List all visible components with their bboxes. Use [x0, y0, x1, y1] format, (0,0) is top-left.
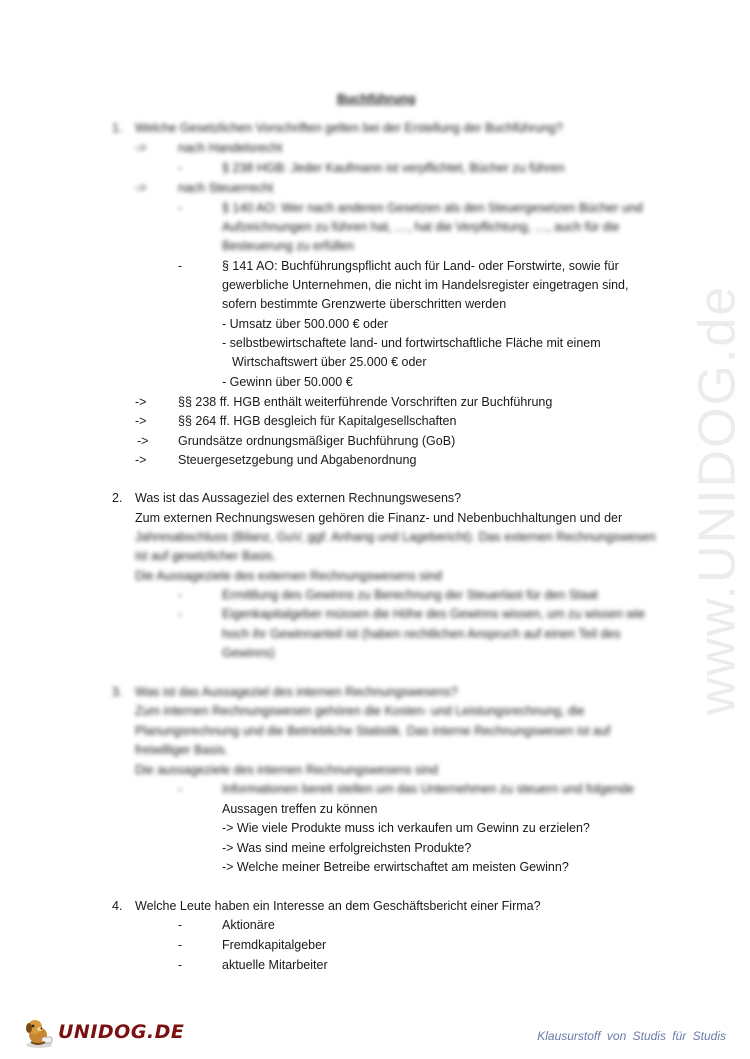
q1-number: 1.: [112, 121, 123, 135]
q1-dash-3: -: [178, 259, 183, 273]
q4-dash-1: -: [178, 918, 183, 932]
q1-ao-141-line-6: Wirtschaftswert über 25.000 € oder: [232, 355, 427, 369]
q1-ao-141-line-4: - Umsatz über 500.000 € oder: [222, 317, 389, 331]
q1-ao-140-line-1: § 140 AO: Wer nach anderen Gesetzen als den Steuergesetzen Bücher und: [222, 201, 643, 215]
q1-dash-2: -: [178, 201, 183, 215]
q3-bullet-line-1: Informationen bereit stellen um das Unternehmen zu steuern und folgende: [222, 782, 635, 796]
q3-line-2: Planungsrechnung und die Betriebliche Statistik. Das interne Rechnungswesen ist auf: [135, 724, 611, 738]
q2-line-3: ist auf gesetzlicher Basis.: [135, 549, 277, 563]
q4-number: 4.: [112, 899, 123, 913]
q1-sub-handelsrecht: nach Handelsrecht: [178, 141, 283, 155]
q3-bullet-line-5: -> Welche meiner Betreibe erwirtschaftet am meisten Gewinn?: [222, 860, 569, 874]
q3-dash-1: -: [178, 782, 183, 796]
q1-item-hgb-264ff: §§ 264 ff. HGB desgleich für Kapitalgesellschaften: [178, 414, 457, 428]
q3-line-4: Die aussageziele des internen Rechnungswesens sind: [135, 763, 438, 777]
logo-text: UNIDOG.DE: [58, 1021, 185, 1043]
q1-arrow-5: ->: [137, 434, 149, 448]
q4-question: Welche Leute haben ein Interesse an dem Geschäftsbericht einer Firma?: [135, 899, 541, 913]
q1-hgb-238: § 238 HGB: Jeder Kaufmann ist verpflichtet, Bücher zu führen: [222, 161, 565, 175]
q1-arrow-1: ->: [135, 141, 147, 155]
q4-dash-2: -: [178, 938, 183, 952]
q3-number: 3.: [112, 685, 123, 699]
q2-bullet-1: Ermittlung des Gewinns zu Berechnung der Steuerlast für den Staat: [222, 588, 598, 602]
q1-ao-141-line-3: sofern bestimmte Grenzwerte überschritten werden: [222, 297, 507, 311]
q2-dash-2: -: [178, 607, 183, 621]
q1-sub-steuerrecht: nach Steuerrecht: [178, 181, 274, 195]
q4-dash-3: -: [178, 958, 183, 972]
q1-item-hgb-238ff: §§ 238 ff. HGB enthält weiterführende Vorschriften zur Buchführung: [178, 395, 553, 409]
q1-arrow-4: ->: [135, 414, 147, 428]
page-title: Buchführung: [337, 92, 416, 106]
q1-ao-141-line-1: § 141 AO: Buchführungspflicht auch für Land- oder Forstwirte, sowie für: [222, 259, 619, 273]
q4-item-mitarbeiter: aktuelle Mitarbeiter: [222, 958, 328, 972]
q3-line-1: Zum internen Rechnungswesen gehören die Kosten- und Leistungsrechnung, die: [135, 704, 585, 718]
q2-bullet-2-line-2: hoch ihr Gewinnanteil ist (haben rechtlichen Anspruch auf einen Teil des: [222, 627, 621, 641]
q3-bullet-line-3: -> Wie viele Produkte muss ich verkaufen um Gewinn zu erzielen?: [222, 821, 590, 835]
q1-ao-141-line-2: gewerbliche Unternehmen, die nicht im Handelsregister eingetragen sind,: [222, 278, 629, 292]
watermark-text: www.UNIDOG.de: [688, 284, 746, 716]
q3-bullet-line-4: -> Was sind meine erfolgreichsten Produkte?: [222, 841, 472, 855]
q2-line-1: Zum externen Rechnungswesen gehören die Finanz- und Nebenbuchhaltungen und der: [135, 511, 623, 525]
q4-item-aktionaere: Aktionäre: [222, 918, 275, 932]
q2-line-4: Die Aussageziele des externen Rechnungswesens sind: [135, 569, 443, 583]
q2-number: 2.: [112, 491, 123, 505]
q1-ao-140-line-3: Besteuerung zu erfüllen: [222, 239, 355, 253]
q2-question: Was ist das Aussageziel des externen Rechnungswesens?: [135, 491, 462, 505]
q1-arrow-3: ->: [135, 395, 147, 409]
q2-bullet-2-line-1: Eigenkapitalgeber müssen die Höhe des Gewinns wissen, um zu wissen wie: [222, 607, 646, 621]
q1-dash-1: -: [178, 161, 183, 175]
footer-tagline: Klausurstoff von Studis für Studis: [537, 1029, 726, 1043]
q3-question: Was ist das Aussageziel des internen Rechnungswesens?: [135, 685, 458, 699]
q1-ao-140-line-2: Aufzeichnungen zu führen hat, …, hat die Verpflichtung, …, auch für die: [222, 220, 620, 234]
q1-arrow-6: ->: [135, 453, 147, 467]
q2-dash-1: -: [178, 588, 183, 602]
q2-bullet-2-line-3: Gewinns): [222, 646, 275, 660]
unidog-logo[interactable]: [22, 1014, 184, 1050]
watermark: [672, 260, 750, 740]
q1-item-steuergesetz: Steuergesetzgebung und Abgabenordnung: [178, 453, 417, 467]
q1-ao-141-line-5: - selbstbewirtschaftete land- und fortwirtschaftliche Fläche mit einem: [222, 336, 601, 350]
q1-question: Welche Gesetzlichen Vorschriften gelten bei der Erstellung der Buchführung?: [135, 121, 563, 135]
q3-bullet-line-2: Aussagen treffen zu können: [222, 802, 378, 816]
q4-item-fremdkapitalgeber: Fremdkapitalgeber: [222, 938, 327, 952]
q2-line-2: Jahresabschluss (Bilanz, GuV, ggf. Anhang und Lagebericht). Das externen Rechnungswesen: [135, 530, 656, 544]
q1-ao-141-line-7: - Gewinn über 50.000 €: [222, 375, 353, 389]
q3-line-3: freiwilliger Basis.: [135, 743, 229, 757]
dog-mascot-icon: [22, 1015, 56, 1049]
q1-arrow-2: ->: [135, 181, 147, 195]
q1-item-gob: Grundsätze ordnungsmäßiger Buchführung (GoB): [178, 434, 456, 448]
